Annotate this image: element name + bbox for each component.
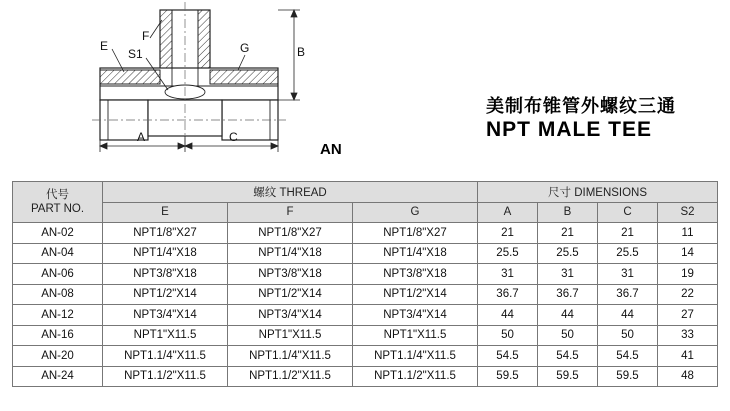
- header-col-s2: S2: [658, 202, 718, 223]
- cell-s2: 27: [658, 305, 718, 326]
- cell-e: NPT1.1/4"X11.5: [103, 346, 228, 367]
- cell-g: NPT1.1/2"X11.5: [353, 366, 478, 387]
- label-g: G: [240, 41, 250, 55]
- table-row: [13, 346, 718, 367]
- cell-c: 59.5: [598, 366, 658, 387]
- cell-f: NPT3/8"X18: [228, 264, 353, 285]
- cell-b: 59.5: [538, 366, 598, 387]
- cell-g: NPT1"X11.5: [353, 325, 478, 346]
- table-row: [13, 284, 718, 305]
- cell-a: 36.7: [478, 284, 538, 305]
- table-row: [13, 366, 718, 387]
- table-row: [13, 223, 718, 244]
- cell-g: NPT1/8"X27: [353, 223, 478, 244]
- cell-e: NPT1/4"X18: [103, 243, 228, 264]
- cell-b: 21: [538, 223, 598, 244]
- cell-a: 21: [478, 223, 538, 244]
- cell-s2: 48: [658, 366, 718, 387]
- cell-c: 50: [598, 325, 658, 346]
- table-row: [13, 325, 718, 346]
- header-thread-group: 螺纹 THREAD: [103, 182, 478, 203]
- cell-b: 54.5: [538, 346, 598, 367]
- label-a: A: [137, 130, 146, 144]
- cell-g: NPT1/2"X14: [353, 284, 478, 305]
- label-c: C: [229, 130, 238, 144]
- cell-part: AN-24: [13, 366, 103, 387]
- cell-e: NPT1/8"X27: [103, 223, 228, 244]
- header-col-b: B: [538, 202, 598, 223]
- cell-e: NPT1"X11.5: [103, 325, 228, 346]
- cell-s2: 11: [658, 223, 718, 244]
- cell-s2: 19: [658, 264, 718, 285]
- cell-s2: 14: [658, 243, 718, 264]
- cell-g: NPT3/8"X18: [353, 264, 478, 285]
- cell-g: NPT1.1/4"X11.5: [353, 346, 478, 367]
- cell-f: NPT3/4"X14: [228, 305, 353, 326]
- label-f: F: [142, 29, 150, 43]
- model-label: AN: [320, 141, 342, 158]
- cell-f: NPT1/8"X27: [228, 223, 353, 244]
- cell-a: 31: [478, 264, 538, 285]
- cell-c: 54.5: [598, 346, 658, 367]
- cell-b: 36.7: [538, 284, 598, 305]
- header-col-e: E: [103, 202, 228, 223]
- cell-b: 25.5: [538, 243, 598, 264]
- cell-e: NPT3/4"X14: [103, 305, 228, 326]
- header-col-c: C: [598, 202, 658, 223]
- cell-part: AN-20: [13, 346, 103, 367]
- cell-e: NPT3/8"X18: [103, 264, 228, 285]
- cell-c: 25.5: [598, 243, 658, 264]
- cell-a: 54.5: [478, 346, 538, 367]
- cell-g: NPT1/4"X18: [353, 243, 478, 264]
- cell-g: NPT3/4"X14: [353, 305, 478, 326]
- cell-f: NPT1/4"X18: [228, 243, 353, 264]
- header-col-a: A: [478, 202, 538, 223]
- table-row: [13, 264, 718, 285]
- table-row: [13, 243, 718, 264]
- cell-part: AN-02: [13, 223, 103, 244]
- cell-e: NPT1.1/2"X11.5: [103, 366, 228, 387]
- header-part-no: [13, 182, 103, 223]
- header-part-no-en: PART NO.: [30, 203, 85, 215]
- cell-b: 44: [538, 305, 598, 326]
- cell-f: NPT1.1/2"X11.5: [228, 366, 353, 387]
- cell-part: AN-06: [13, 264, 103, 285]
- tee-fitting-drawing: [0, 0, 730, 180]
- cell-c: 44: [598, 305, 658, 326]
- label-b: B: [297, 45, 306, 59]
- cell-part: AN-04: [13, 243, 103, 264]
- cell-part: AN-12: [13, 305, 103, 326]
- header-dimensions-group: 尺寸 DIMENSIONS: [478, 182, 718, 203]
- cell-a: 25.5: [478, 243, 538, 264]
- cell-b: 50: [538, 325, 598, 346]
- cell-s2: 22: [658, 284, 718, 305]
- cell-c: 21: [598, 223, 658, 244]
- cell-s2: 41: [658, 346, 718, 367]
- cell-part: AN-16: [13, 325, 103, 346]
- header-col-g: G: [353, 202, 478, 223]
- title-chinese: 美制布锥管外螺纹三通: [486, 96, 676, 117]
- header-part-no-cn: 代号: [46, 189, 69, 201]
- cell-a: 59.5: [478, 366, 538, 387]
- cell-b: 31: [538, 264, 598, 285]
- dimension-table: [12, 181, 718, 387]
- label-e: E: [100, 39, 109, 53]
- cell-f: NPT1"X11.5: [228, 325, 353, 346]
- cell-c: 36.7: [598, 284, 658, 305]
- cell-part: AN-08: [13, 284, 103, 305]
- cell-a: 50: [478, 325, 538, 346]
- cell-s2: 33: [658, 325, 718, 346]
- cell-a: 44: [478, 305, 538, 326]
- cell-f: NPT1.1/4"X11.5: [228, 346, 353, 367]
- title-english: NPT MALE TEE: [486, 118, 653, 141]
- cell-e: NPT1/2"X14: [103, 284, 228, 305]
- label-s1: S1: [128, 47, 143, 61]
- table-row: [13, 305, 718, 326]
- cell-c: 31: [598, 264, 658, 285]
- cell-f: NPT1/2"X14: [228, 284, 353, 305]
- header-col-f: F: [228, 202, 353, 223]
